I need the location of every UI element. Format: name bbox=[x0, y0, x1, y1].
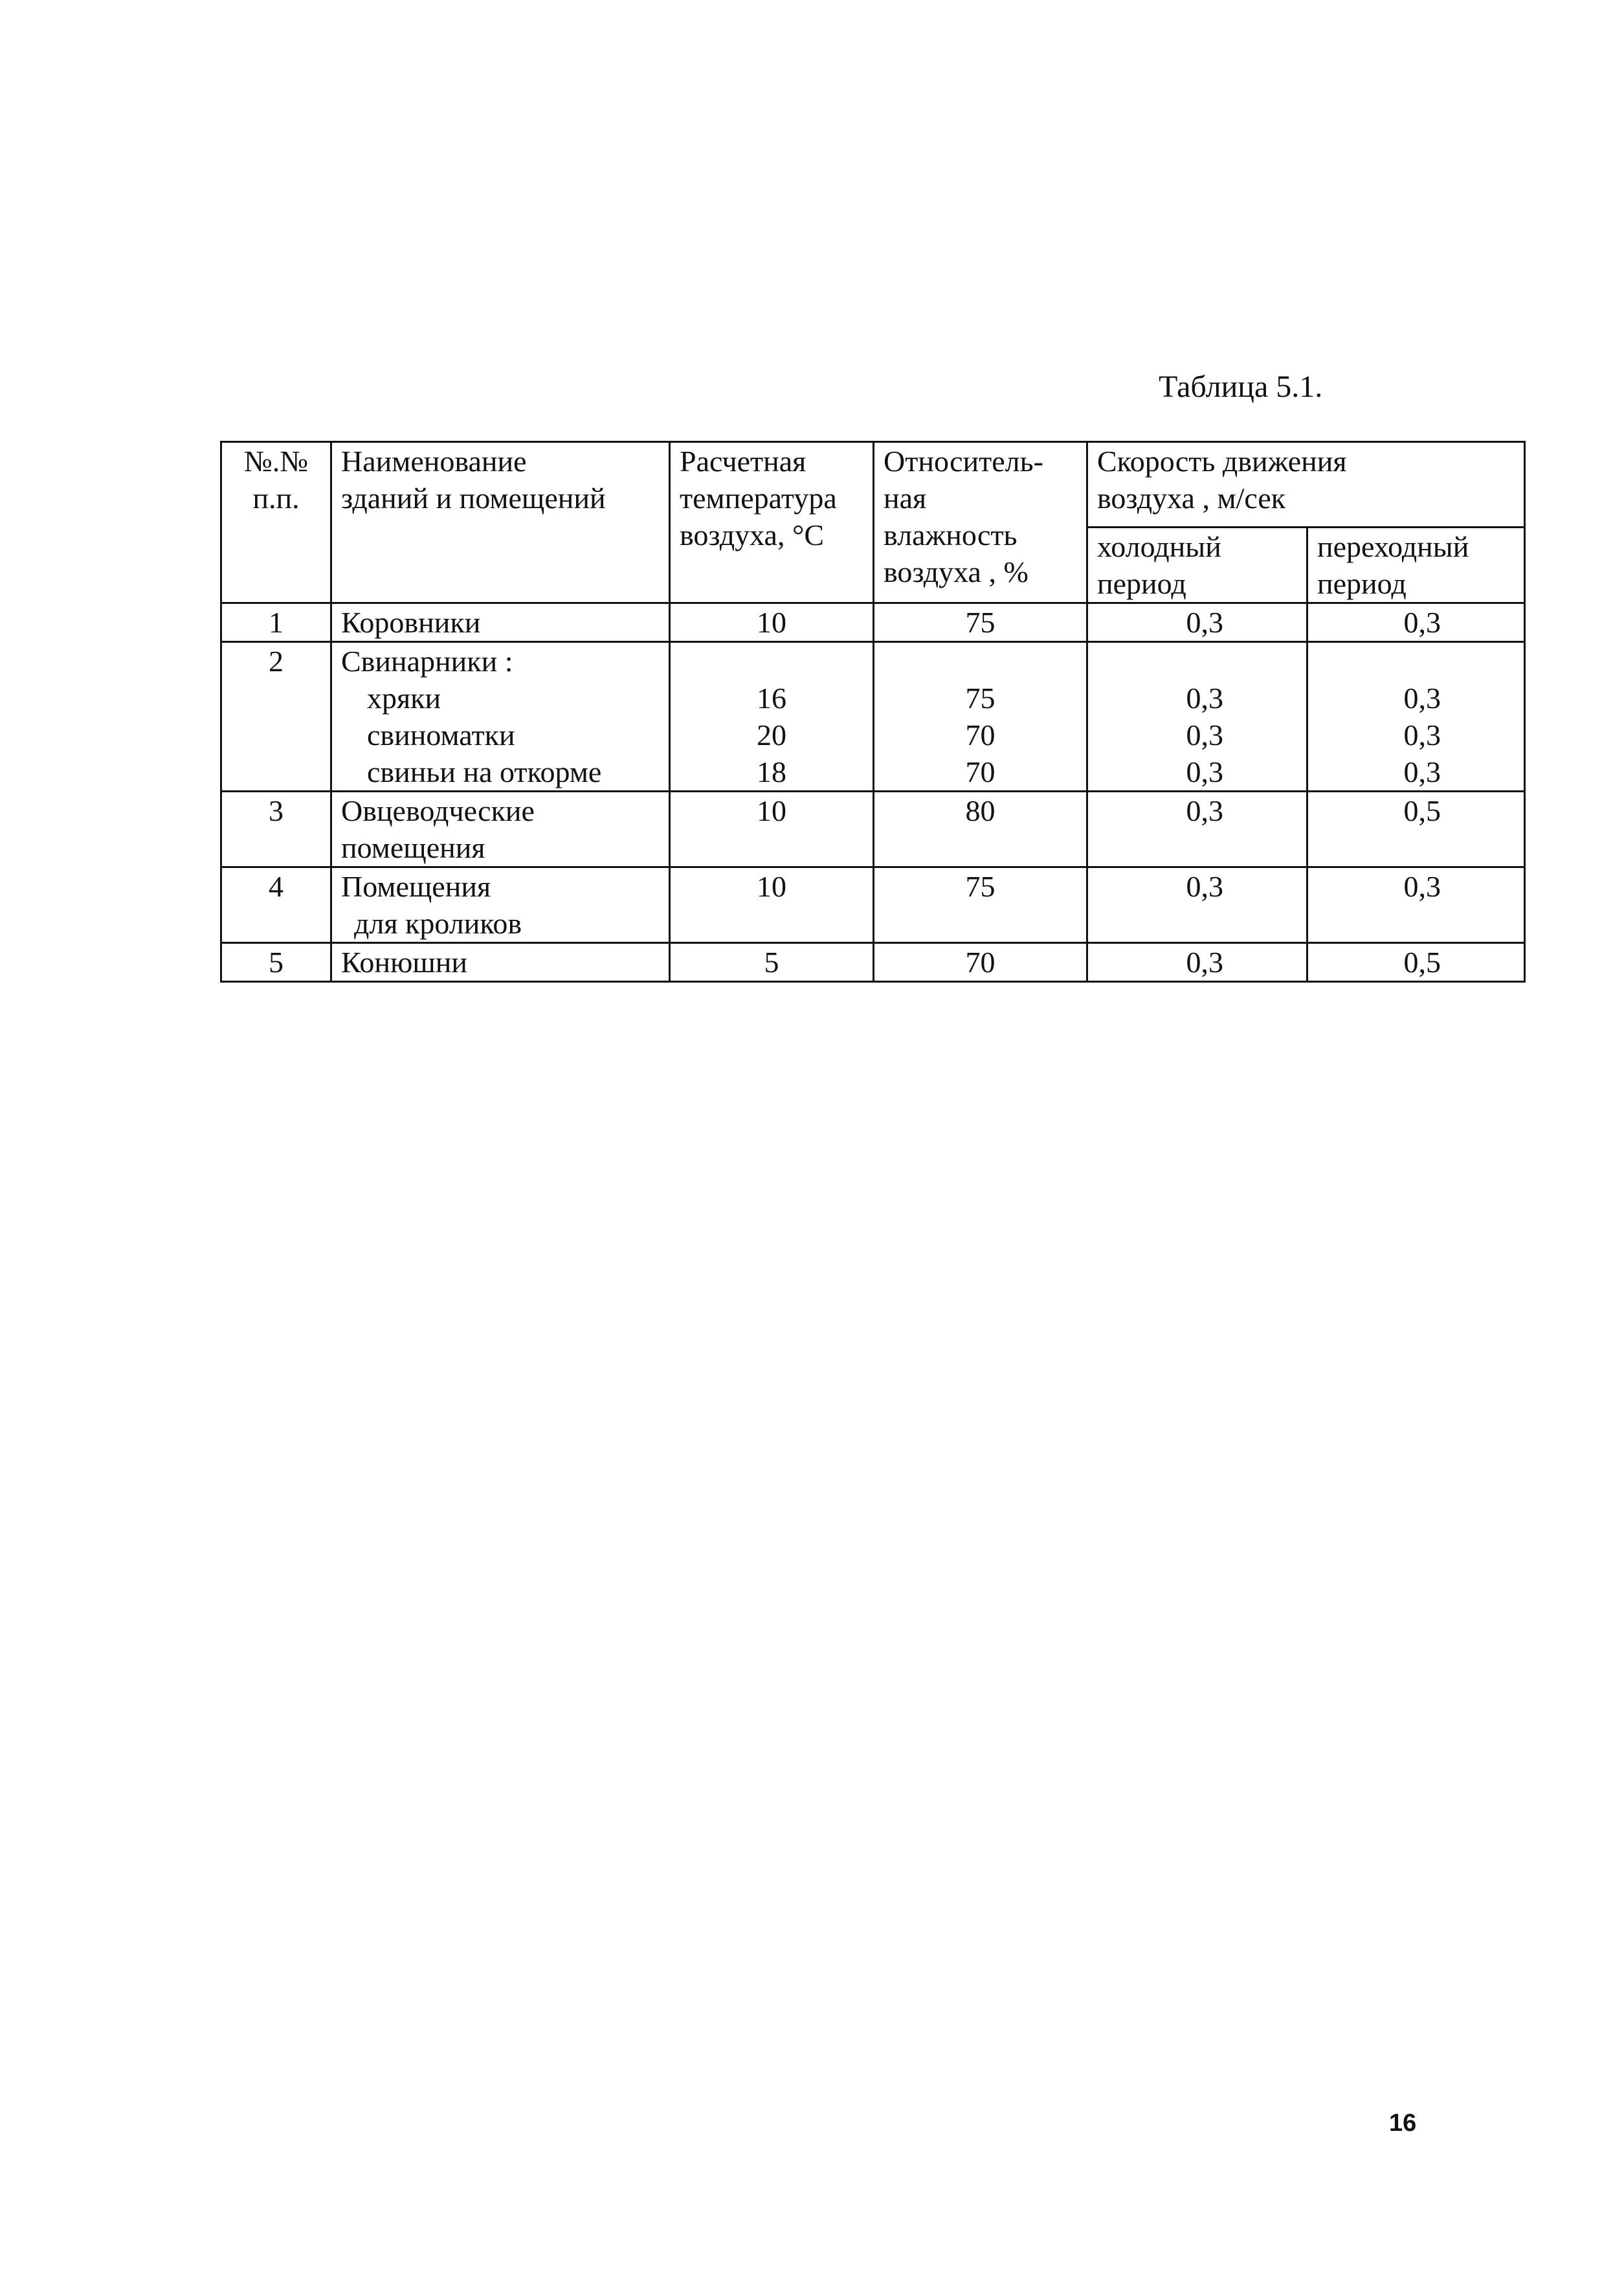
header-temp bbox=[670, 442, 874, 603]
row-humidity: 75 bbox=[874, 603, 1087, 642]
row-subitem-transit: 0,3 bbox=[1403, 682, 1441, 715]
row-cold bbox=[1087, 642, 1307, 792]
header-cold-line: холодный bbox=[1097, 530, 1221, 563]
row-group-title: Свинарники : bbox=[341, 645, 513, 678]
row-name bbox=[331, 642, 670, 792]
row-cold: 0,3 bbox=[1087, 792, 1307, 867]
row-temp: 10 bbox=[670, 603, 874, 642]
header-no-line: п.п. bbox=[252, 482, 300, 515]
row-transit: 0,3 bbox=[1307, 603, 1525, 642]
header-transit-line: переходный bbox=[1317, 530, 1469, 563]
microclimate-table bbox=[220, 441, 1526, 983]
row-subitem-cold: 0,3 bbox=[1186, 682, 1223, 715]
header-humidity-line: влажность bbox=[884, 518, 1018, 551]
table-row bbox=[221, 642, 1525, 792]
header-no bbox=[221, 442, 331, 603]
header-no-line: №.№ bbox=[243, 445, 309, 478]
table-row bbox=[221, 943, 1525, 982]
row-transit: 0,5 bbox=[1307, 943, 1525, 982]
header-temp-line: температура bbox=[680, 482, 837, 515]
row-temp: 5 bbox=[670, 943, 874, 982]
row-number: 5 bbox=[221, 943, 331, 982]
row-humidity bbox=[874, 642, 1087, 792]
row-cold: 0,3 bbox=[1087, 603, 1307, 642]
row-cold: 0,3 bbox=[1087, 867, 1307, 943]
row-subitem-name: свиноматки bbox=[367, 718, 515, 752]
row-subitem-humidity: 70 bbox=[965, 718, 996, 752]
row-subitem-temp: 20 bbox=[757, 718, 786, 752]
row-number: 1 bbox=[221, 603, 331, 642]
row-temp: 10 bbox=[670, 867, 874, 943]
row-name-line: Овцеводческие bbox=[341, 794, 535, 827]
row-subitem-transit: 0,3 bbox=[1403, 755, 1441, 788]
row-name: Конюшни bbox=[331, 943, 670, 982]
row-name-line: для кроликов bbox=[354, 907, 522, 940]
row-subitem-temp: 18 bbox=[757, 755, 786, 788]
row-number: 2 bbox=[221, 642, 331, 792]
header-name-line: Наименование bbox=[341, 445, 527, 478]
header-humidity-line: воздуха , % bbox=[884, 555, 1029, 588]
row-subitem-name: свиньи на откорме bbox=[367, 755, 602, 788]
row-humidity: 70 bbox=[874, 943, 1087, 982]
table-row bbox=[221, 792, 1525, 867]
row-number: 4 bbox=[221, 867, 331, 943]
header-temp-line: Расчетная bbox=[680, 445, 806, 478]
row-transit bbox=[1307, 642, 1525, 792]
row-humidity: 80 bbox=[874, 792, 1087, 867]
row-name-line: помещения bbox=[341, 831, 485, 864]
header-name-line: зданий и помещений bbox=[341, 482, 606, 515]
row-transit: 0,5 bbox=[1307, 792, 1525, 867]
header-row bbox=[221, 442, 1525, 528]
header-humidity-line: Относитель- bbox=[884, 445, 1043, 478]
header-cold-line: период bbox=[1097, 567, 1186, 600]
row-cold: 0,3 bbox=[1087, 943, 1307, 982]
row-subitem-transit: 0,3 bbox=[1403, 718, 1441, 752]
table-caption: Таблица 5.1. bbox=[1159, 370, 1323, 404]
header-transit bbox=[1307, 528, 1525, 603]
row-subitem-name: хряки bbox=[367, 682, 441, 715]
table-row bbox=[221, 603, 1525, 642]
row-subitem-temp: 16 bbox=[757, 682, 786, 715]
header-transit-line: период bbox=[1317, 567, 1407, 600]
header-name bbox=[331, 442, 670, 603]
header-humidity bbox=[874, 442, 1087, 603]
table-row bbox=[221, 867, 1525, 943]
header-humidity-line: ная bbox=[884, 482, 927, 515]
row-temp: 10 bbox=[670, 792, 874, 867]
row-name-line: Помещения bbox=[341, 870, 491, 903]
page-number: 16 bbox=[1389, 2110, 1417, 2137]
header-speed-line: Скорость движения bbox=[1097, 445, 1347, 478]
row-humidity: 75 bbox=[874, 867, 1087, 943]
header-temp-line: воздуха, °С bbox=[680, 518, 825, 551]
header-speed bbox=[1087, 442, 1525, 528]
row-subitem-cold: 0,3 bbox=[1186, 718, 1223, 752]
row-subitem-humidity: 75 bbox=[965, 682, 996, 715]
row-number: 3 bbox=[221, 792, 331, 867]
row-transit: 0,3 bbox=[1307, 867, 1525, 943]
header-cold bbox=[1087, 528, 1307, 603]
row-subitem-cold: 0,3 bbox=[1186, 755, 1223, 788]
row-subitem-humidity: 70 bbox=[965, 755, 996, 788]
row-name bbox=[331, 792, 670, 867]
row-name: Коровники bbox=[331, 603, 670, 642]
row-name bbox=[331, 867, 670, 943]
row-temp bbox=[670, 642, 874, 792]
header-speed-line: воздуха , м/сек bbox=[1097, 482, 1286, 515]
